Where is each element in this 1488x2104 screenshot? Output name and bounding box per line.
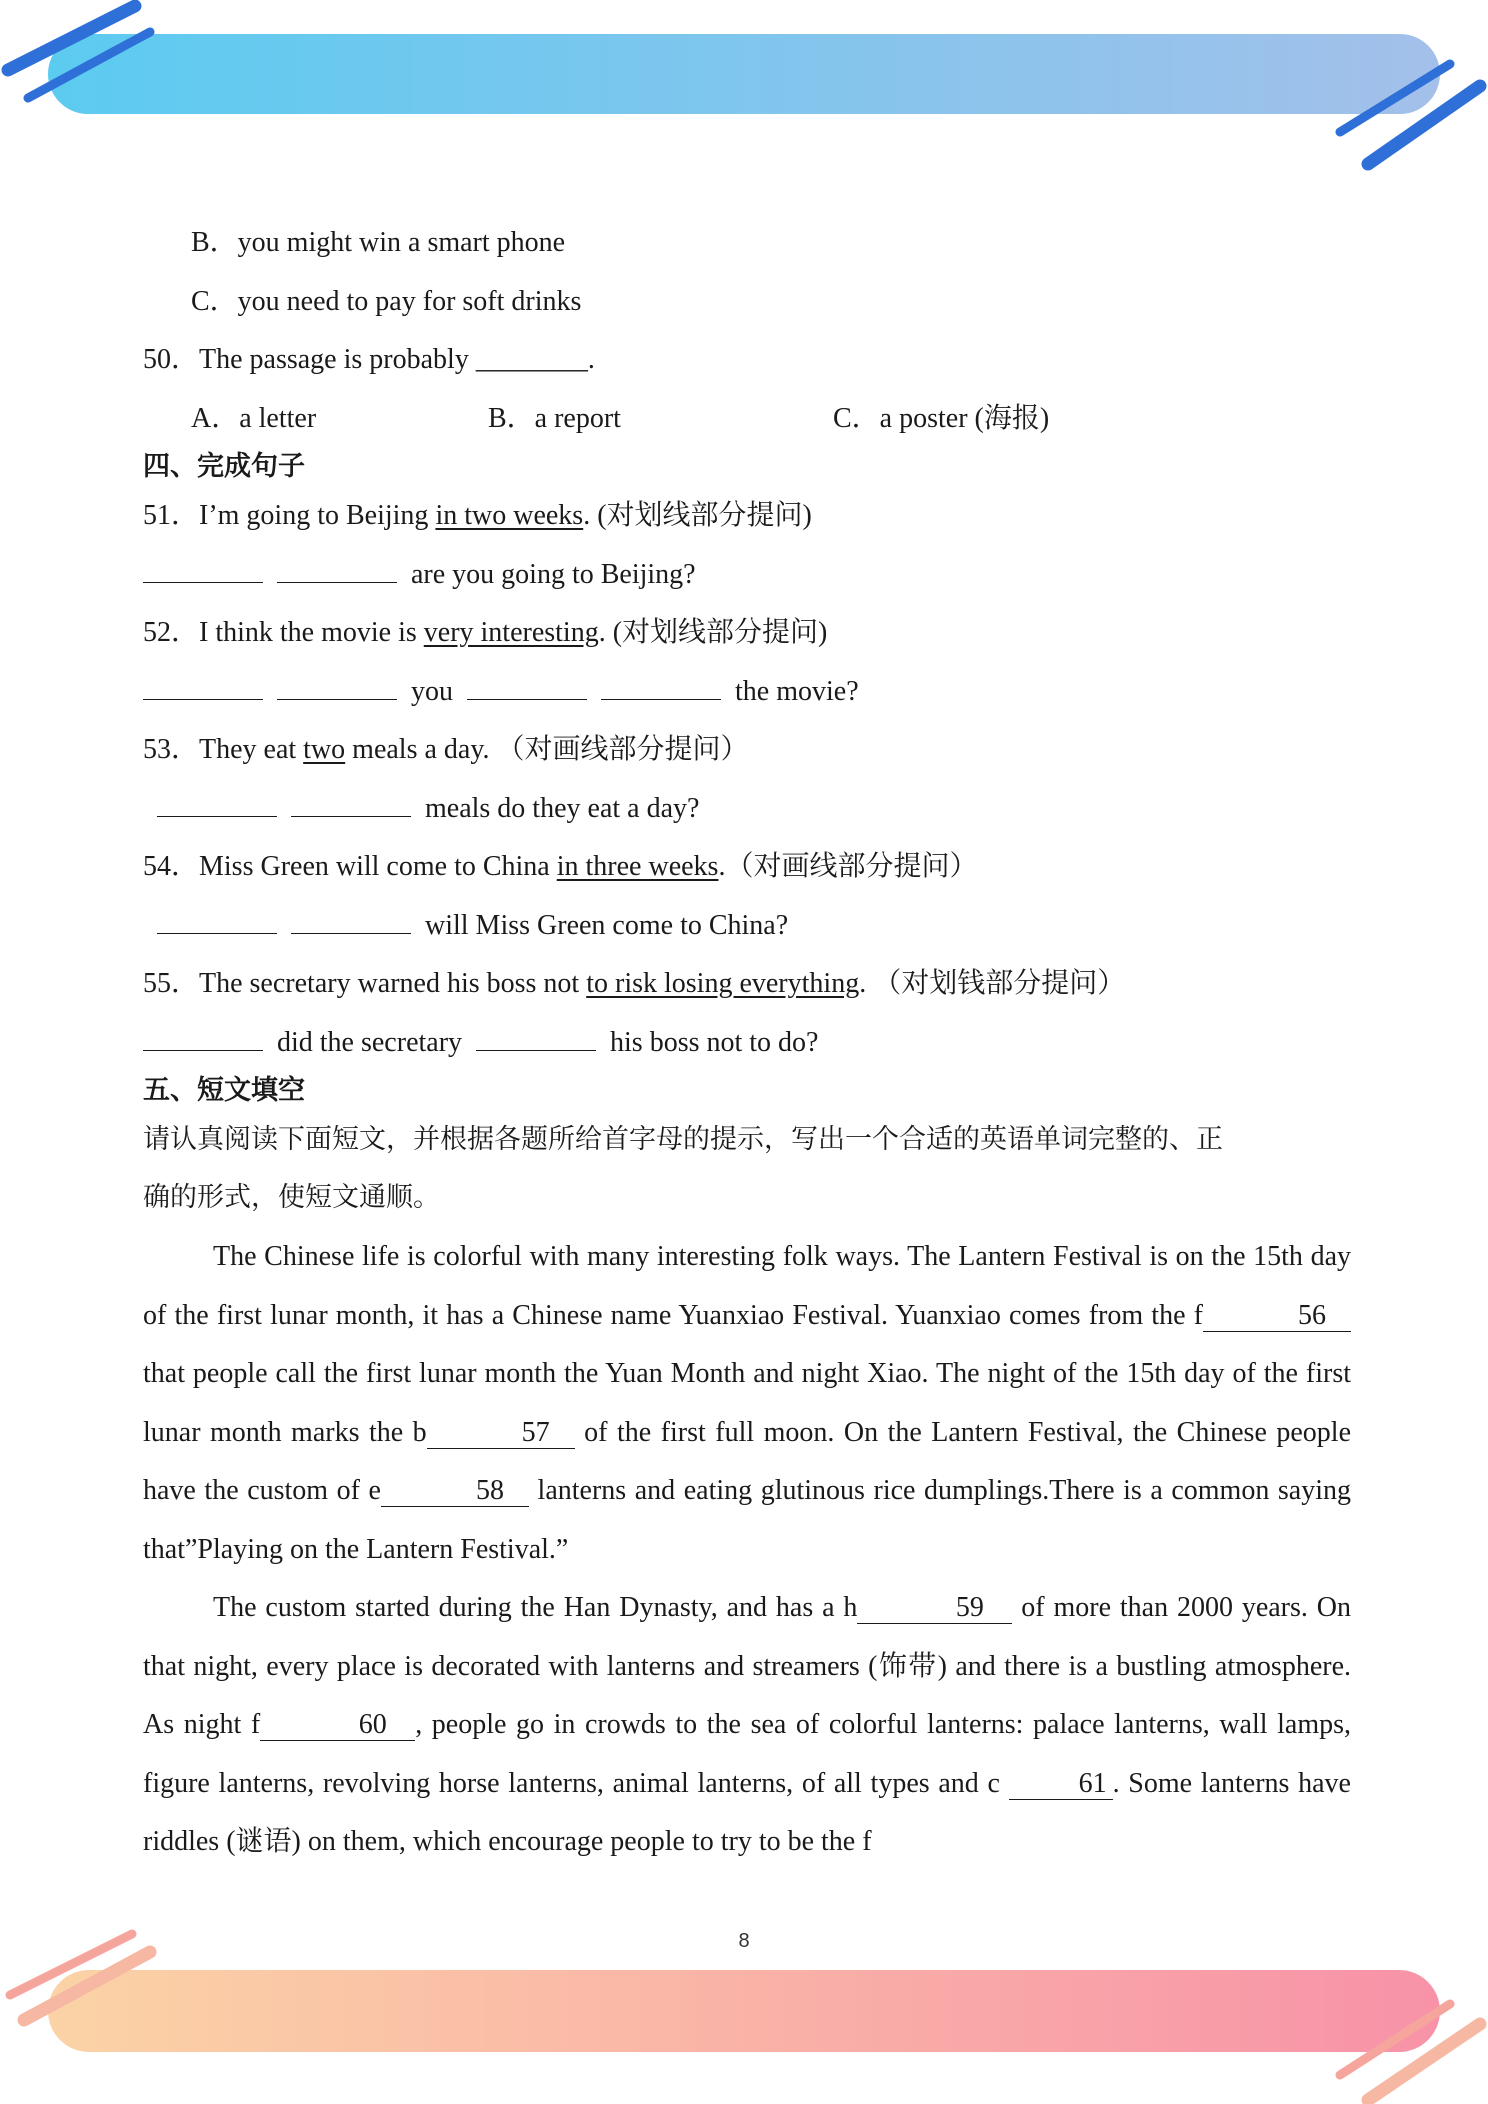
- answer-blank[interactable]: [277, 558, 397, 583]
- answer-blank[interactable]: [157, 792, 277, 817]
- q52-underlined: very interesting: [423, 617, 599, 648]
- q50-option-a: A．a letter: [191, 403, 317, 434]
- q49-option-b: B．you might win a smart phone: [191, 227, 566, 258]
- answer-blank[interactable]: [467, 675, 587, 700]
- q51-answer-text: are you going to Beijing?: [411, 559, 696, 590]
- q52-text: 52．I think the movie is: [143, 617, 424, 648]
- q53-text: 53．They eat: [143, 734, 304, 765]
- q53-answer-line: [157, 789, 699, 829]
- passage: [143, 1228, 1351, 1872]
- answer-blank[interactable]: [277, 675, 397, 700]
- q54-text: 54．Miss Green will come to China: [143, 851, 557, 882]
- q51-answer-line: [143, 555, 696, 595]
- q55-answer-tail: his boss not to do?: [610, 1027, 819, 1058]
- q53-stem: [143, 730, 749, 770]
- q52-answer-tail: the movie?: [735, 676, 859, 707]
- answer-blank[interactable]: [291, 792, 411, 817]
- q50-option-c: C．a poster (海报): [833, 403, 1050, 434]
- answer-blank[interactable]: [143, 558, 263, 583]
- blank-58[interactable]: 58: [381, 1476, 529, 1507]
- answer-blank[interactable]: [143, 675, 263, 700]
- section-5-instruction-line-2: 确的形式，使短文通顺。: [143, 1182, 440, 1213]
- page-number: 8: [738, 1930, 750, 1952]
- answer-blank[interactable]: [476, 1026, 596, 1051]
- blank-61[interactable]: 61: [1009, 1769, 1113, 1800]
- q53-underlined: two: [303, 734, 346, 765]
- q50-stem: 50．The passage is probably ________.: [143, 344, 595, 375]
- q53-answer-text: meals do they eat a day?: [425, 793, 700, 824]
- section-4-title: 四、完成句子: [143, 451, 305, 482]
- q54-stem: [143, 847, 977, 887]
- q54-answer-text: will Miss Green come to China?: [425, 910, 789, 941]
- q53-note: meals a day. （对画线部分提问）: [345, 734, 749, 765]
- q55-answer-text: did the secretary: [277, 1027, 463, 1058]
- answer-blank[interactable]: [143, 1026, 263, 1051]
- passage-paragraph-1: The Chinese life is colorful with many interesting folk ways. The Lantern Festival is on the 15th day of the first lunar month, it has a Chinese name Yuanxiao Festival. Yuanxiao comes from the f 56 that people call the first lunar month the Yuan Month and night Xiao. The night of the 15th day of the first lunar month marks the b 57 of the first full moon. On the Lantern Festival, the Chinese people have the custom of e 58 lanterns and eating glutinous rice dumplings.There is a common saying that”Playing on the Lantern Festival.”: [143, 1241, 1351, 1565]
- q55-stem: [143, 964, 1125, 1004]
- passage-paragraph-2: The custom started during the Han Dynasty, and has a h 59 of more than 2000 years. On that night, every place is decorated with lanterns and streamers (饰带) and there is a bustling atmosphere. As night f 60 , people go in crowds to the sea of colorful lanterns: palace lanterns, wall lamps, figure lanterns, revolving horse lanterns, animal lanterns, of all types and c 61 . Some lanterns have riddles (谜语) on them, which encourage people to try to be the f: [143, 1592, 1352, 1857]
- q52-answer-line: [143, 672, 859, 712]
- q55-note: . （对划钱部分提问）: [859, 968, 1126, 999]
- q49-option-c: C．you need to pay for soft drinks: [191, 286, 582, 317]
- blank-57[interactable]: 57: [427, 1418, 575, 1449]
- q51-underlined: in two weeks: [435, 500, 584, 531]
- section-5-title: 五、短文填空: [143, 1075, 305, 1106]
- q54-answer-line: [157, 906, 788, 946]
- q50-option-b: B．a report: [488, 403, 621, 434]
- blank-59[interactable]: 59: [857, 1593, 1012, 1624]
- q52-note: . (对划线部分提问): [598, 617, 828, 648]
- q51-stem: [143, 496, 812, 536]
- q51-note: . (对划线部分提问): [583, 500, 812, 531]
- q52-answer-text: you: [411, 676, 453, 707]
- q51-text: 51．I’m going to Beijing: [143, 500, 436, 531]
- q54-underlined: in three weeks: [556, 851, 719, 882]
- blank-60[interactable]: 60: [260, 1710, 415, 1741]
- q55-underlined: to risk losing everything: [586, 968, 860, 999]
- answer-blank[interactable]: [601, 675, 721, 700]
- q55-answer-line: [143, 1023, 819, 1063]
- header-decoration: [0, 0, 1488, 180]
- q54-note: .（对画线部分提问）: [718, 851, 978, 882]
- answer-blank[interactable]: [157, 909, 277, 934]
- section-5-instruction-line-1: 请认真阅读下面短文，并根据各题所给首字母的提示，写出一个合适的英语单词完整的、正: [143, 1124, 1223, 1155]
- blank-56[interactable]: 56: [1203, 1301, 1351, 1332]
- q52-stem: [143, 613, 827, 653]
- q55-text: 55．The secretary warned his boss not: [143, 968, 587, 999]
- answer-blank[interactable]: [291, 909, 411, 934]
